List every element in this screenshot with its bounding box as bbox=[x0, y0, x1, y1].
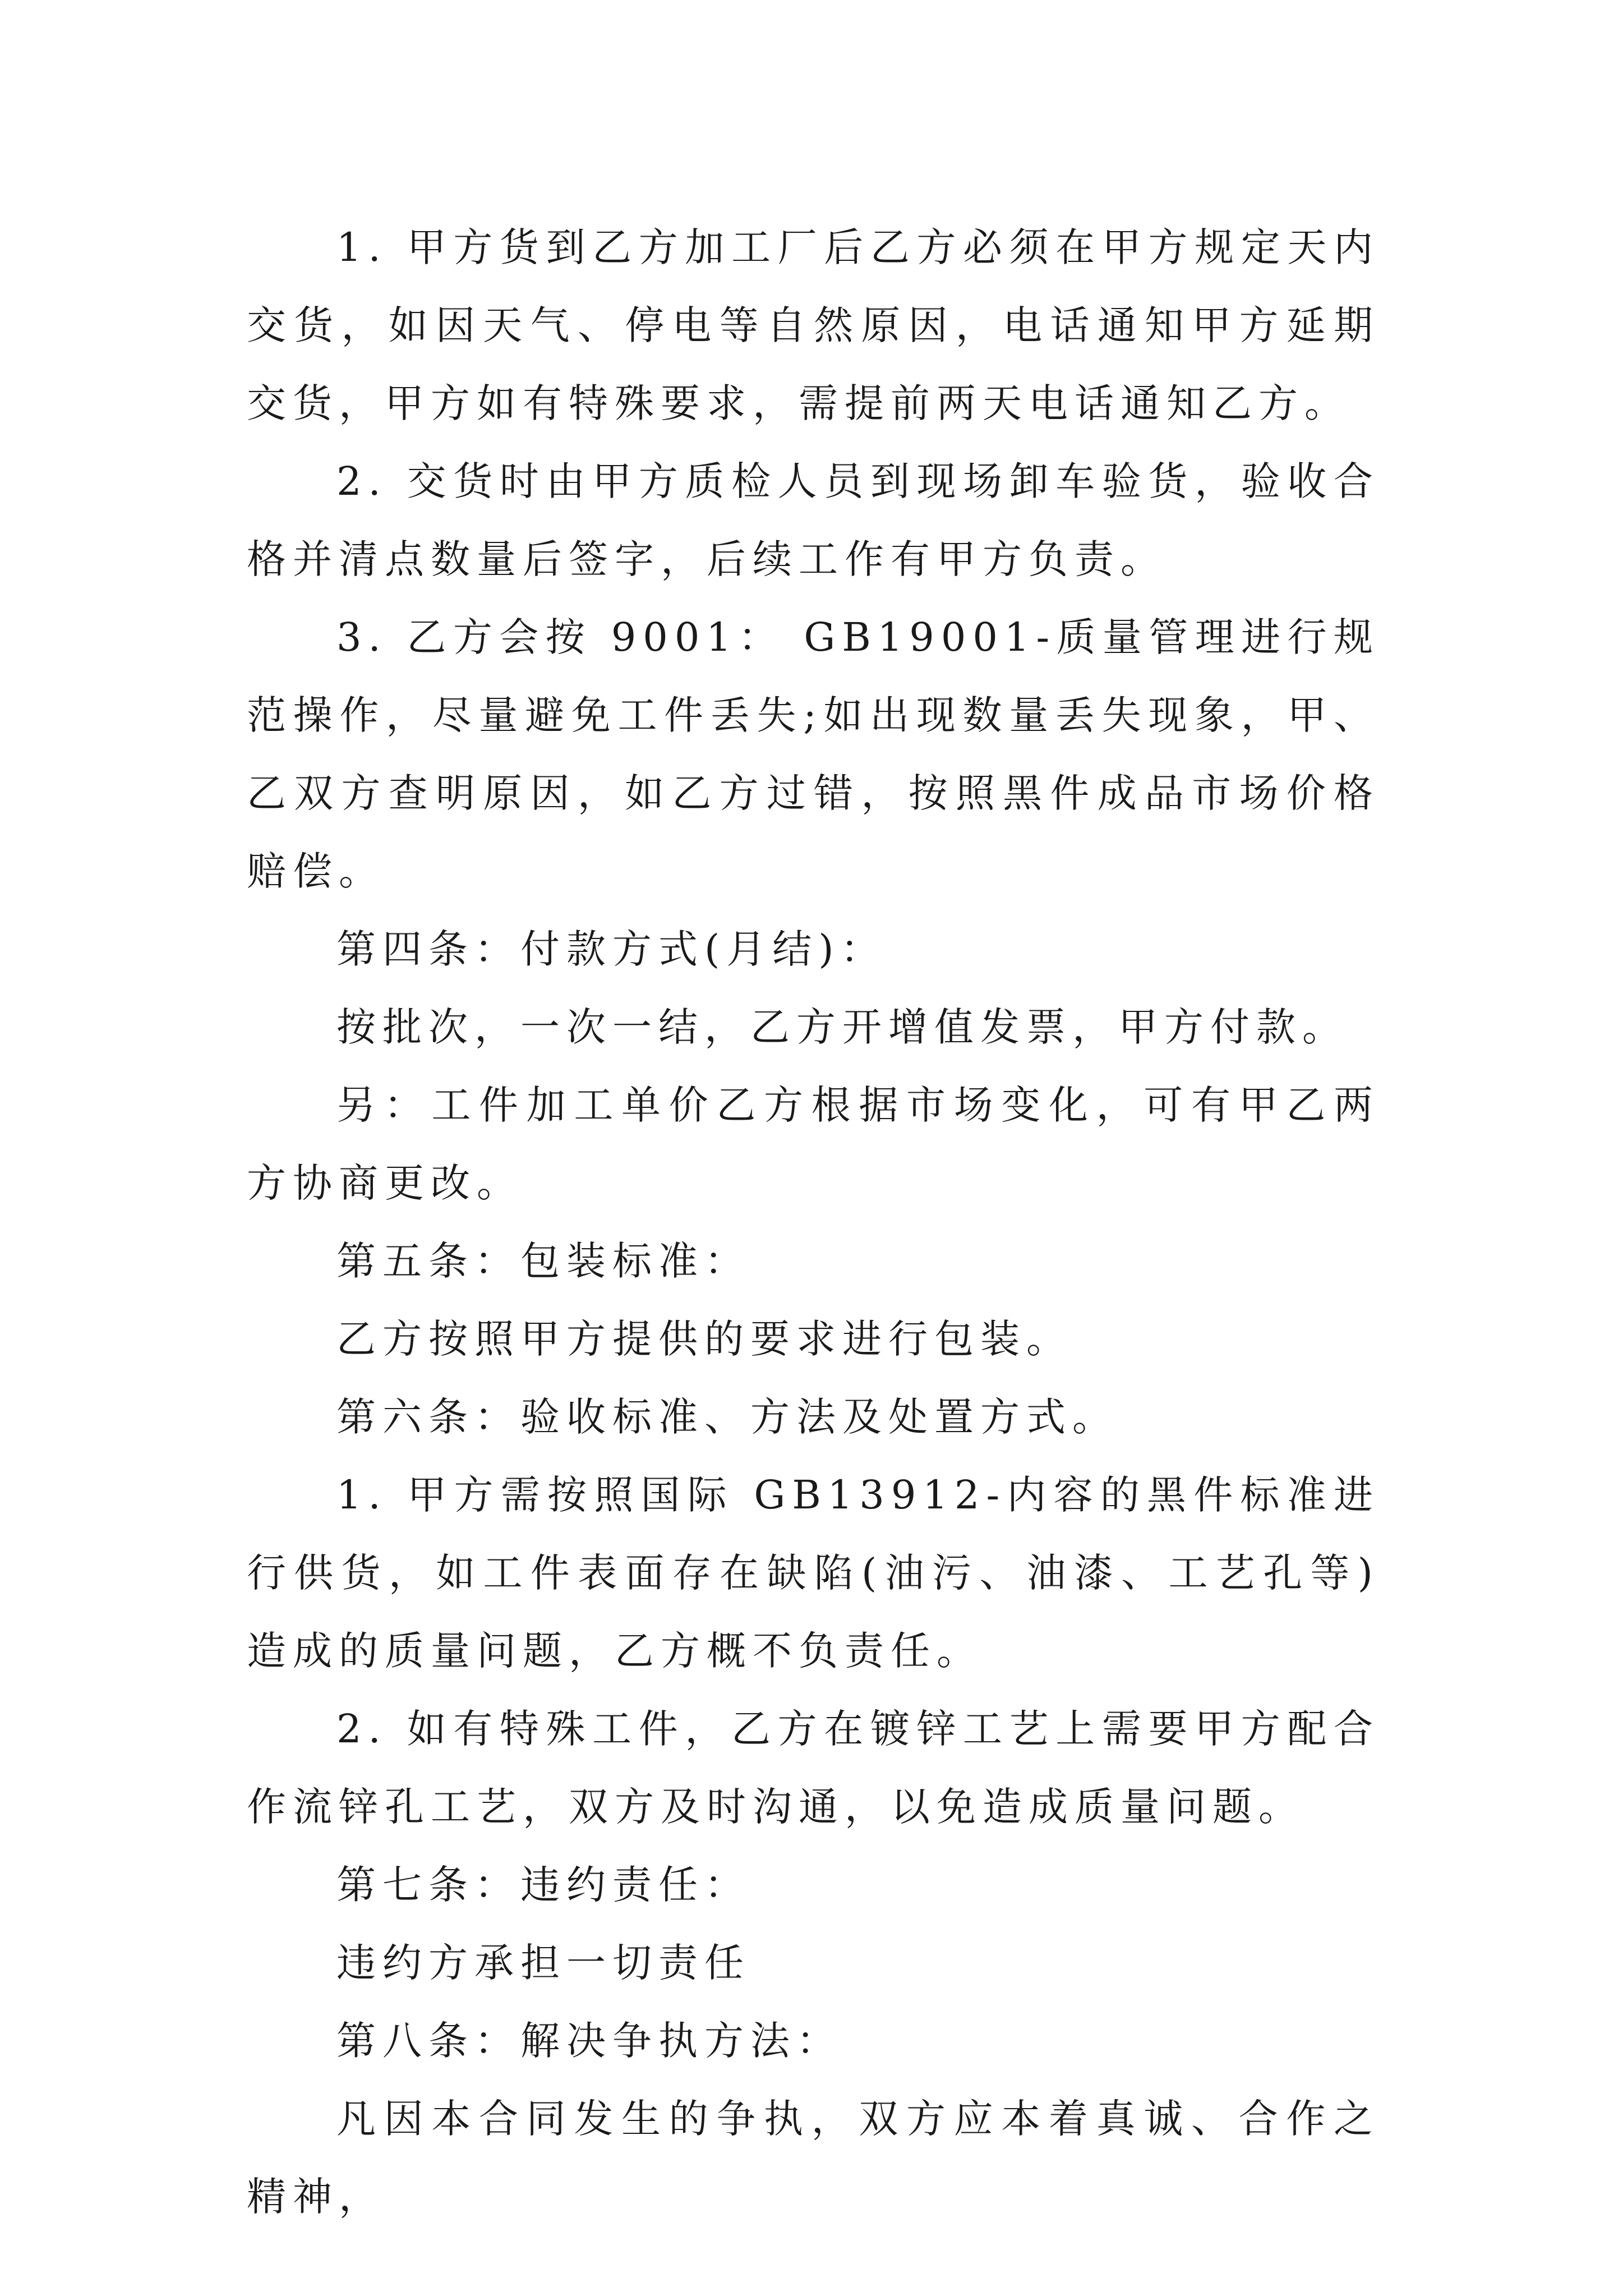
document-body bbox=[247, 209, 1380, 2236]
article-8-heading: 第八条：解决争执方法： bbox=[336, 2018, 842, 2064]
clause-6-2-special-workpieces: 2. 如有特殊工件，乙方在镀锌工艺上需要甲方配合作流锌孔工艺，双方及时沟通，以免造成质量问题。 bbox=[247, 1706, 1380, 1830]
article-7-liability: 违约方承担一切责任 bbox=[336, 1940, 750, 1986]
article-5-packaging: 乙方按照甲方提供的要求进行包装。 bbox=[336, 1316, 1072, 1362]
article-4-payment-terms: 按批次，一次一结，乙方开增值发票，甲方付款。 bbox=[336, 1004, 1348, 1050]
article-6-heading: 第六条：验收标准、方法及处置方式。 bbox=[336, 1394, 1118, 1440]
clause-6-1-supply-standard: 1. 甲方需按照国际 GB13912-内容的黑件标准进行供货，如工件表面存在缺陷(油污、油漆、工艺孔等)造成的质量问题，乙方概不负责任。 bbox=[247, 1472, 1380, 1674]
clause-3-2-inspection: 2. 交货时由甲方质检人员到现场卸车验货，验收合格并清点数量后签字，后续工作有甲方负责。 bbox=[247, 458, 1380, 582]
article-4-price-note: 另：工件加工单价乙方根据市场变化，可有甲乙两方协商更改。 bbox=[247, 1082, 1380, 1206]
article-5-heading: 第五条：包装标准： bbox=[336, 1238, 750, 1284]
article-7-heading: 第七条：违约责任： bbox=[336, 1862, 750, 1908]
article-4-heading: 第四条：付款方式(月结)： bbox=[336, 926, 887, 972]
clause-3-1-delivery-deadline: 1. 甲方货到乙方加工厂后乙方必须在甲方规定天内交货，如因天气、停电等自然原因，电话通知甲方延期交货，甲方如有特殊要求，需提前两天电话通知乙方。 bbox=[247, 224, 1380, 426]
article-8-dispute-resolution: 凡因本合同发生的争执，双方应本着真诚、合作之精神， bbox=[247, 2096, 1380, 2220]
clause-3-3-quality-management: 3. 乙方会按 9001： GB19001-质量管理进行规范操作，尽量避免工件丢失;如出现数量丢失现象，甲、乙双方查明原因，如乙方过错，按照黑件成品市场价格赔偿。 bbox=[247, 614, 1380, 894]
